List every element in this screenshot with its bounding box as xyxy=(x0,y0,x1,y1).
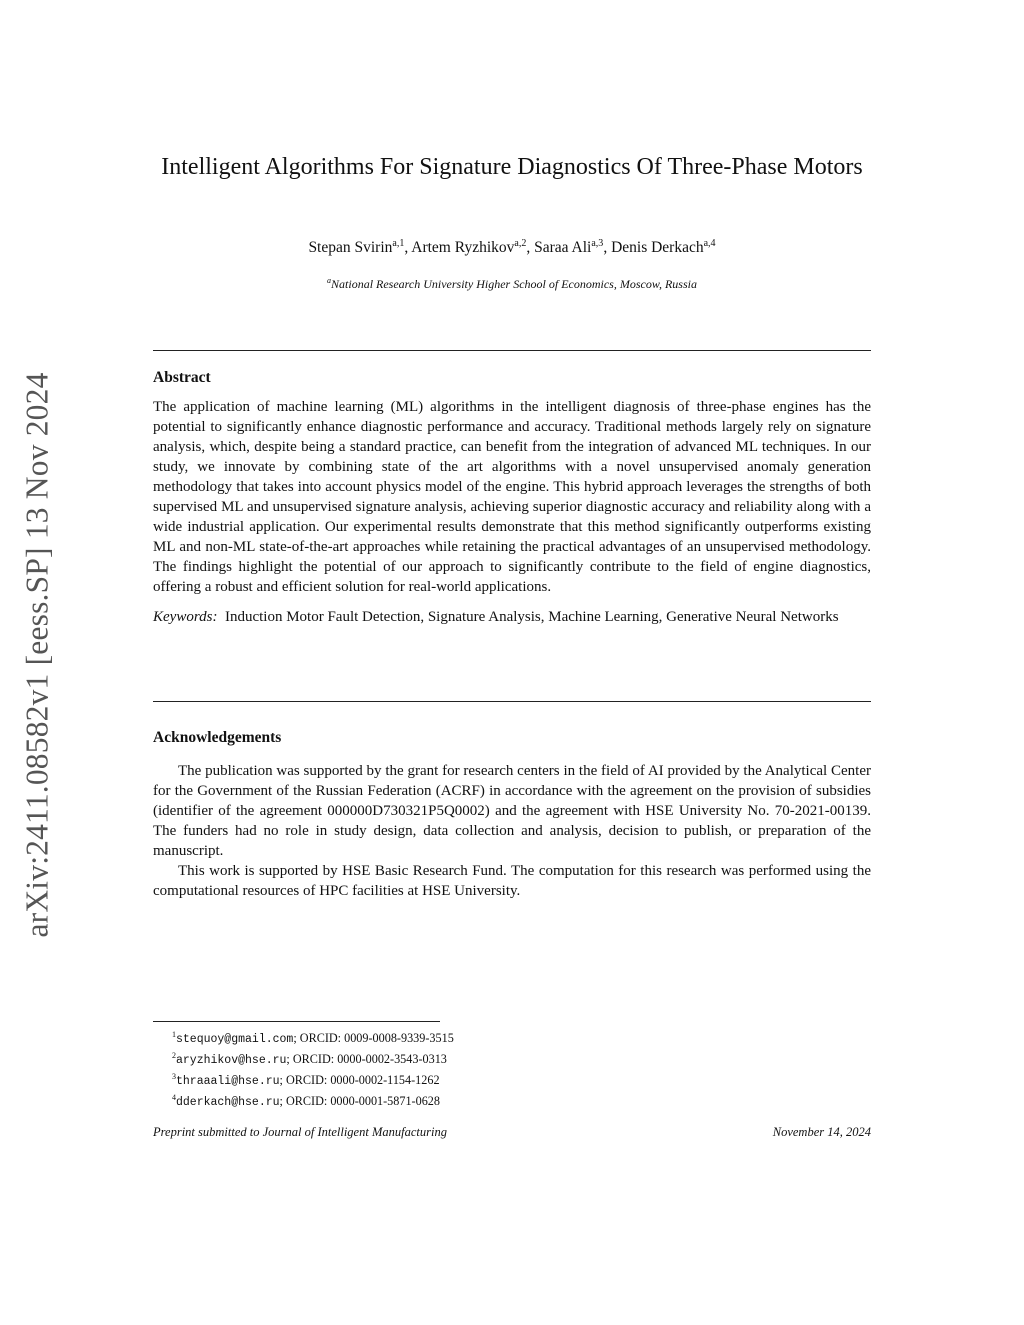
abstract-bottom-rule xyxy=(153,701,871,702)
acknowledgements-paragraph: The publication was supported by the grant for research centers in the field of AI provided by the Analytical Center for the Government of the Russian Federation (ACRF) in accordance with the agreement on the provision of subsidies (identifier of the agreement 000000D730321P5Q0002) and the agreement with HSE University No. 70-2021-00139. The funders had no role in study design, data collection and analysis, decision to publish, or preparation of the manuscript. xyxy=(153,763,871,859)
footnote-orcid: ; ORCID: 0000-0002-1154-1262 xyxy=(279,1073,440,1088)
footnote-item xyxy=(172,1069,454,1090)
footnote-rule xyxy=(153,1021,440,1022)
acknowledgements-section xyxy=(153,729,871,901)
affiliation-mark: a xyxy=(327,276,332,285)
keywords-label: Keywords: xyxy=(153,609,218,625)
footnote-item xyxy=(172,1027,454,1048)
footnote-orcid: ; ORCID: 0009-0008-9339-3515 xyxy=(293,1031,454,1046)
paper-title: Intelligent Algorithms For Signature Diagnostics Of Three-Phase Motors xyxy=(161,154,863,180)
footnote-email[interactable]: aryzhikov@hse.ru xyxy=(176,1054,287,1068)
abstract-section xyxy=(153,369,871,627)
keywords xyxy=(153,607,871,627)
author-superscript: a,1 xyxy=(392,238,405,249)
footer-date: November 14, 2024 xyxy=(772,1125,871,1139)
footnote-orcid: ; ORCID: 0000-0002-3543-0313 xyxy=(286,1052,447,1067)
footnote-item xyxy=(172,1048,454,1069)
author-superscript: a,3 xyxy=(591,238,604,249)
affiliation xyxy=(150,276,874,292)
affiliation-text: National Research University Higher School of Economics, Moscow, Russia xyxy=(331,277,697,291)
author-name: Stepan Svirin xyxy=(308,239,393,257)
footnote-item xyxy=(172,1090,454,1111)
author-name: Denis Derkach xyxy=(611,239,704,257)
acknowledgements-heading: Acknowledgements xyxy=(153,729,282,746)
footnote-orcid: ; ORCID: 0000-0001-5871-0628 xyxy=(279,1094,440,1109)
author-superscript: a,4 xyxy=(703,238,716,249)
footnote-mark: 1 xyxy=(172,1030,176,1039)
arxiv-sidebar-stamp xyxy=(8,345,68,965)
abstract-top-rule xyxy=(153,350,871,351)
author-name: Saraa Ali xyxy=(534,239,592,257)
footnote-email[interactable]: thraaali@hse.ru xyxy=(176,1075,280,1089)
footnote-mark: 2 xyxy=(172,1051,176,1061)
keywords-text: Induction Motor Fault Detection, Signature Analysis, Machine Learning, Generative Neural Networks xyxy=(224,609,839,625)
author-list: Stepan Svirin$^{a,1}$, Artem Ryzhikov$^{a,2}$, Saraa Ali$^{a,3}$, Denis Derkach$^{a,4}$ xyxy=(308,238,716,257)
acknowledgements-paragraph: This work is supported by HSE Basic Research Fund. The computation for this research was performed using the computational resources of HPC facilities at HSE University. xyxy=(153,863,871,899)
author-superscript: a,2 xyxy=(514,238,527,249)
page-footer xyxy=(153,1125,871,1140)
footnote-mark: 3 xyxy=(172,1072,176,1082)
footnote-email[interactable]: stequoy@gmail.com xyxy=(176,1033,294,1047)
abstract-text: The application of machine learning (ML) algorithms in the intelligent diagnosis of three-phase engines has the potential to significantly enhance diagnostic performance and accuracy. Traditional methods largely rely on signature analysis, which, despite being a standard practice, can benefit from the integration of advanced ML techniques. In our study, we innovate by combining state of the art algorithms with a novel unsupervised anomaly generation methodology that takes into account physics model of the engine. This hybrid approach leverages the strengths of both supervised ML and unsupervised signature analysis, achieving superior diagnostic accuracy and reliability along with a wide industrial application. Our experimental results demonstrate that this method significantly outperforms existing ML and non-ML state-of-the-art approaches while retaining the practical advantages of an unsupervised methodology. The findings highlight the potential of our approach to significantly contribute to the field of engine diagnostics, offering a robust and efficient solution for real-world applications. xyxy=(153,399,871,595)
footnote-mark: 4 xyxy=(172,1093,176,1103)
abstract-heading: Abstract xyxy=(153,369,211,386)
footnotes xyxy=(172,1027,454,1111)
footnote-email[interactable]: dderkach@hse.ru xyxy=(176,1096,280,1110)
footer-preprint-note: Preprint submitted to Journal of Intelligent Manufacturing xyxy=(153,1125,447,1139)
author-name: Artem Ryzhikov xyxy=(411,239,515,257)
arxiv-id-text: arXiv:2411.08582v1 [eess.SP] 13 Nov 2024 xyxy=(20,372,55,938)
